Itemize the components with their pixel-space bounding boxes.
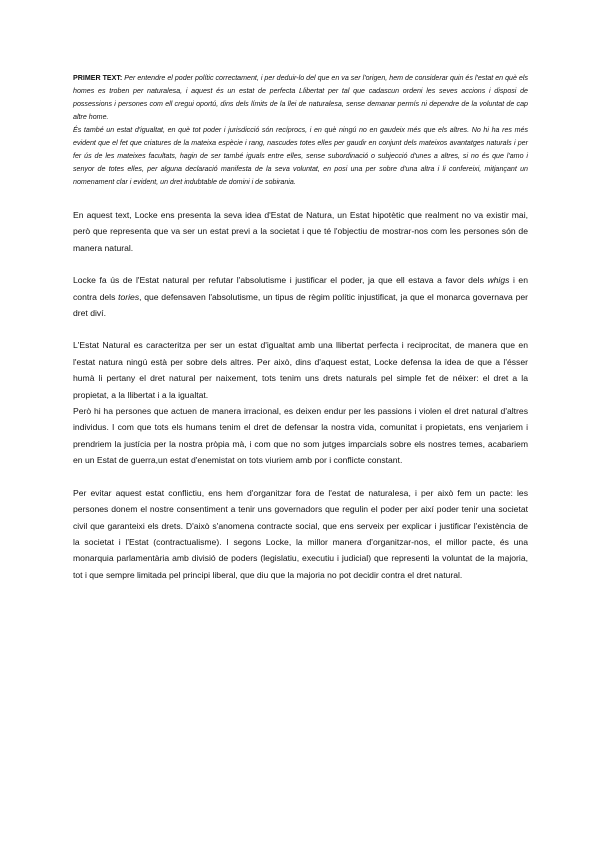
essay-p2-text-a: Locke fa ús de l'Estat natural per refutar l'absolutisme i justificar el poder, ja que ell estava a favor dels bbox=[73, 275, 488, 286]
essay-paragraph-2 bbox=[73, 272, 528, 321]
essay-paragraph-4: Per evitar aquest estat conflictiu, ens hem d'organitzar fora de l'estat de naturalesa, i per això fem un pacte: les persones donem el nostre consentiment a tenir uns governadors que regulin el poder per així poder tenir una societat civil que garanteixi els drets. D'això s'anomena contracte social, que ens serveix per explicar i justificar l'existència de la societat i l'Estat (contractualisme). I segons Locke, la millor manera d'organitzar-nos, el millor pacte, és una monarquia parlamentària amb divisió de poders (legislatiu, executiu i judicial) que representi la voluntat de la majoria, tot i que sempre limitada pel principi liberal, que diu que la majoria no pot decidir contra el dret natural. bbox=[73, 487, 528, 580]
essay-paragraph-3b: Però hi ha persones que actuen de manera irracional, es deixen endur per les passions i violen el dret natural d'altres individus. I com que tots els humans tenim el dret de defensar la nostra vida, comunitat i propietats, ens venjariem i prendriem la justícia per la nostra pròpia mà, i com que no som jutges imparcials sobre els nostres temes, acabariem en un Estat de guerra,un estat d'enemistat on tots viuriem amb por i conflicte constant. bbox=[73, 406, 528, 466]
quote-paragraph-1 bbox=[73, 72, 528, 124]
quote-text-1: Per entendre el poder polític correctament, i per deduir-lo del que en va ser l'origen, hem de considerar quin és l'estat en què els homes es troben per naturalesa, i aquest és un estat de perfecta Llibertat per tal que cadascun ordeni les seves accions i disposi de possessions i persones com ell cregui oportú, dins dels límits de la llei de naturalesa, sense demanar permís ni dependre de la voluntat de cap altre home. bbox=[73, 74, 529, 121]
source-quote bbox=[73, 72, 528, 189]
essay-p2-text-c: , que defensaven l'absolutisme, un tipus de règim polític injustificat, ja que el monarca governava per dret diví. bbox=[73, 291, 528, 319]
quote-paragraph-2: És també un estat d'igualtat, en què tot poder i jurisdicció són recíprocs, i en què ningú no en gaudeix més que els altres. No hi ha res més evident que el fet que criatures de la mateixa espècie i rang, nascudes totes elles per gaudir en conjunt dels mateixos avantatges naturals i per fer ús de les mateixes facultats, hagin de ser també iguals entre elles, sense subordinació o subjecció d'unes a altres, si no és que l'amo i senyor de totes elles, per alguna declaració manifesta de la seva voluntat, en posi una per sobre d'una altra i li confereixi, mitjançant un nomenament clar i evident, un dret indubtable de domini i de sobirania. bbox=[73, 126, 528, 186]
term-whigs: whigs bbox=[487, 275, 510, 286]
essay-paragraph-1: En aquest text, Locke ens presenta la seva idea d'Estat de Natura, un Estat hipotètic que realment no va existir mai, però que representa que va ser un estat previ a la societat i que té l'objectiu de mostrar-nos com les persones són de manera natural. bbox=[73, 210, 528, 253]
essay-body bbox=[73, 207, 528, 583]
quote-lead-label: PRIMER TEXT: bbox=[73, 74, 123, 82]
essay-p2-text-b: i en contra dels bbox=[73, 275, 528, 302]
essay-paragraph-3a: L'Estat Natural es caracteritza per ser un estat d'igualtat amb una llibertat perfecta i reciprocitat, de manera que en l'estat natura ningú està per sobre dels altres. Per això, dins d'aquest estat, Locke defensa la idea de que a l'ésser humà li pertany el dret natural per naixement, tots tenim uns drets naturals pel simple fet de néixer: el dret a la propietat, a la llibertat i a la igualtat. bbox=[73, 340, 528, 400]
term-tories: tories bbox=[118, 291, 140, 302]
